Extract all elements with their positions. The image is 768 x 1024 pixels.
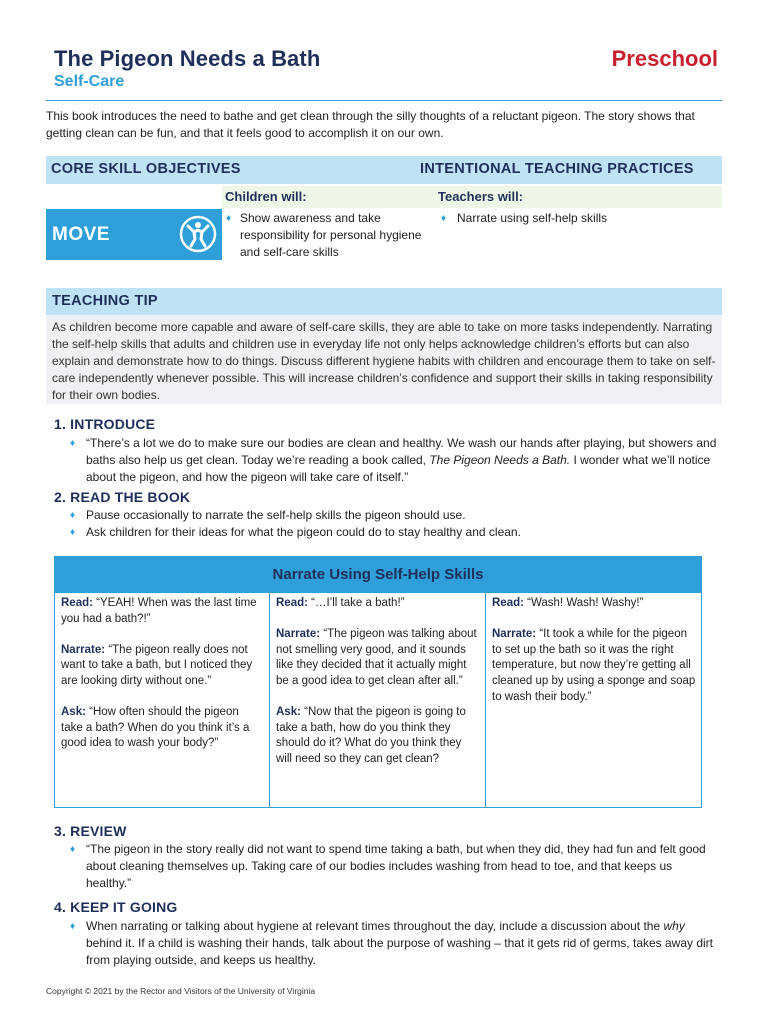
read-book-item: ♦ Ask children for their ideas for what the pigeon could do to stay healthy and clean. (70, 524, 720, 541)
practice-item: ♦ Narrate using self-help skills (441, 210, 701, 227)
introduce-text-before: “There’s a lot we do to make sure our bodies are clean and healthy. We wash our hands after playing, but showers and baths also help us get clean. Today we’re reading a book called, (86, 436, 717, 467)
ask-text: “Now that the pigeon is going to take a bath, how do you think they should do it? What do you think they will need so they can get clean? (276, 706, 466, 765)
keep-text-before: When narrating or talking about hygiene at relevant times throughout the day, include a discussion about the (86, 919, 664, 933)
practice-list (441, 210, 701, 227)
read-book-item: ♦ Pause occasionally to narrate the self-help skills the pigeon should use. (70, 507, 720, 524)
review-body (70, 841, 720, 892)
narrate-column-2 (270, 593, 486, 807)
read-text: “Wash! Wash! Washy!” (527, 597, 644, 609)
narrate-label: Narrate: (276, 628, 321, 641)
move-domain-block (46, 209, 222, 260)
read-label: Read: (276, 597, 308, 609)
core-skill-objectives-heading: CORE SKILL OBJECTIVES (51, 161, 241, 177)
narrate-label: Narrate: (492, 628, 537, 641)
document-subtitle: Self-Care (54, 73, 125, 90)
children-will-label: Children will: (225, 189, 307, 204)
read-label: Read: (492, 597, 524, 609)
teaching-tip-heading: TEACHING TIP (52, 293, 158, 309)
document-title: The Pigeon Needs a Bath (54, 46, 321, 71)
document-header (54, 46, 718, 91)
narrate-text: “The pigeon really does not want to take a bath, but I noticed they are looking dirty without one.” (61, 643, 253, 687)
narrate-entry (492, 627, 696, 705)
ask-label: Ask: (61, 706, 86, 719)
narrate-column-1 (55, 593, 270, 807)
keep-it-going-item (70, 918, 720, 969)
teaching-tip-bar (46, 288, 722, 315)
book-title: The Pigeon Needs a Bath. (429, 453, 571, 467)
intro-paragraph: This book introduces the need to bathe and get clean through the silly thoughts of a reluctant pigeon. The story shows that getting clean can be fun, and that it feels good to accomplish it on our own. (46, 109, 695, 140)
narrate-label: Narrate: (61, 643, 106, 656)
move-figure-icon (178, 214, 218, 254)
teaching-tip-body: As children become more capable and aware of self-care skills, they are able to take on more tasks independently. Narrating the self-help skills that adults and children use in everyday life not only helps acknowledge children’s efforts but can also explain and demonstrate how to do things. Discuss different hygiene habits with children and encourage them to take on self-care independently whenever possible. This will increase children’s confidence and support their skills in taking responsibility for their own bodies. (46, 315, 722, 404)
skills-header-bar (46, 156, 722, 184)
read-entry (61, 596, 263, 627)
ask-entry (276, 705, 479, 767)
read-text: “…I’ll take a bath!” (311, 597, 405, 609)
read-label: Read: (61, 597, 93, 609)
narrate-text: “It took a while for the pigeon to set up the bath so it was the right temperature, but now they’re getting all cleaned up by using a sponge and soap to wash their body.” (492, 628, 696, 703)
introduce-text-after: I wonder what we’ll notice about the pigeon, and how the pigeon will take care of itself.” (86, 453, 711, 484)
objective-item: ♦ Show awareness and take responsibility for personal hygiene and self-care skills (226, 210, 432, 261)
introduce-quote (70, 435, 720, 486)
copyright-notice: Copyright © 2021 by the Rector and Visitors of the University of Virginia (46, 986, 316, 996)
will-row (222, 186, 722, 208)
keep-emphasis: why (663, 919, 685, 933)
ask-text: “How often should the pigeon take a bath? When do you think it’s a good idea to wash your body?” (61, 706, 250, 750)
intentional-teaching-practices-heading: INTENTIONAL TEACHING PRACTICES (420, 161, 694, 177)
narrate-column-3 (486, 593, 702, 807)
read-book-list (70, 507, 720, 541)
narrate-entry (61, 643, 263, 690)
read-book-heading: 2. READ THE BOOK (54, 489, 191, 505)
keep-it-going-body (70, 918, 720, 969)
narrate-entry (276, 627, 479, 689)
objective-list (226, 210, 432, 261)
introduce-body (70, 435, 720, 486)
ask-entry (61, 705, 263, 752)
grade-level-label: Preschool (611, 46, 718, 71)
narrate-table-header (55, 557, 701, 593)
read-text: “YEAH! When was the last time you had a bath?!” (61, 597, 257, 625)
review-quote: ♦ “The pigeon in the story really did not want to spend time taking a bath, but when they did, they had fun and felt good about cleaning themselves up. Taking care of our bodies includes washing from head to toe, and that keeps us healthy.” (70, 841, 720, 892)
narrate-text: “The pigeon was talking about not smelling very good, and it sounds like they decided that it actually might be a good idea to get clean after all.” (276, 628, 477, 687)
review-heading: 3. REVIEW (54, 823, 127, 839)
narrate-table (54, 556, 702, 808)
read-entry (492, 596, 696, 612)
keep-text-after: behind it. If a child is washing their hands, talk about the purpose of washing – that it gets rid of germs, takes away dirt from playing outside, and keeps us healthy. (86, 936, 714, 967)
introduce-heading: 1. INTRODUCE (54, 416, 156, 432)
read-entry (276, 596, 479, 612)
ask-label: Ask: (276, 706, 301, 719)
teachers-will-label: Teachers will: (438, 189, 524, 204)
keep-it-going-heading: 4. KEEP IT GOING (54, 899, 178, 915)
header-divider (46, 100, 722, 101)
move-label: MOVE (52, 224, 110, 245)
narrate-table-title: Narrate Using Self-Help Skills (272, 566, 484, 583)
